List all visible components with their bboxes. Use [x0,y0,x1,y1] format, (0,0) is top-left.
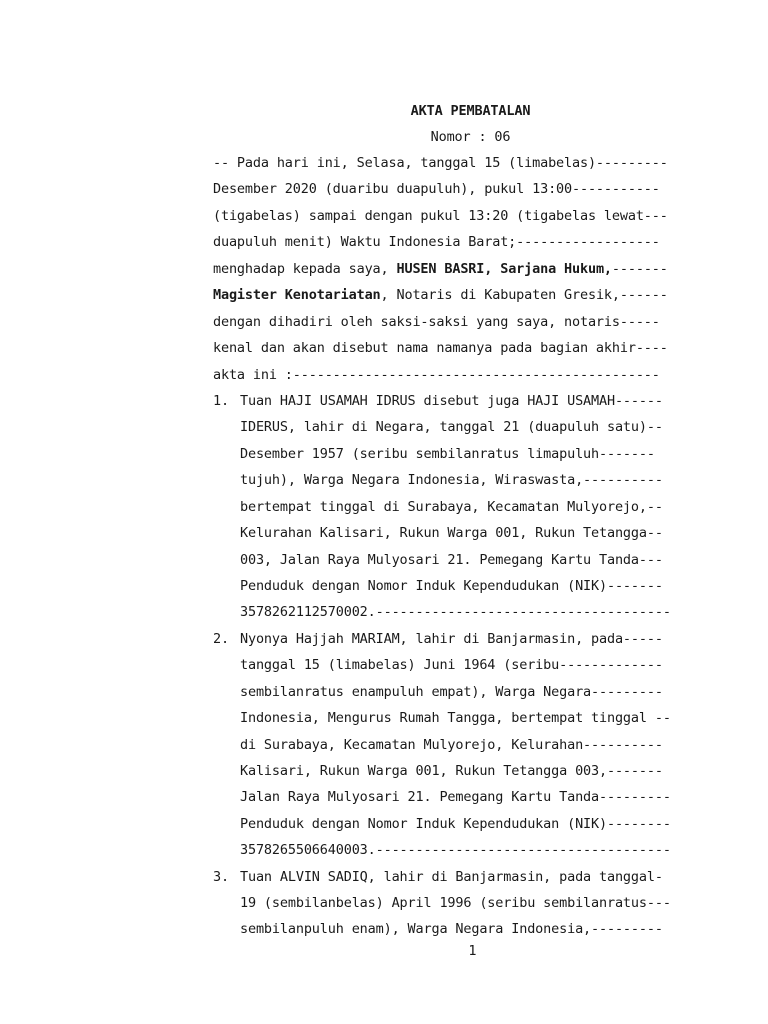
party-2-line-9: 3578265506640003.------------------------------------- [240,842,671,858]
party-1-text-1: Tuan HAJI USAMAH IDRUS disebut juga HAJI USAMAH------ [240,393,663,409]
opening-line-8: kenal dan akan disebut nama namanya pada bagian akhir---- [213,340,668,356]
party-2-line-7: Jalan Raya Mulyosari 21. Pemegang Kartu Tanda--------- [240,789,671,805]
party-1-line-1 [213,392,728,410]
opening-line-2: Desember 2020 (duaribu duapuluh), pukul 13:00----------- [213,181,660,197]
party-2-line-2: tanggal 15 (limabelas) Juni 1964 (seribu------------- [240,657,663,673]
party-2-line-5: di Surabaya, Kecamatan Mulyorejo, Kelurahan---------- [240,737,663,753]
opening-line-4: duapuluh menit) Waktu Indonesia Barat;------------------ [213,234,660,250]
party-2-line-8: Penduduk dengan Nomor Induk Kependudukan (NIK)-------- [240,816,671,832]
opening-line-6-text: , Notaris di Kabupaten Gresik,------ [380,287,668,303]
party-1-line-7: 003, Jalan Raya Mulyosari 21. Pemegang Kartu Tanda--- [240,552,663,568]
opening-line-5 [213,260,728,278]
opening-line-3: (tigabelas) sampai dengan pukul 13:20 (tigabelas lewat--- [213,208,668,224]
party-1-number: 1. [213,393,229,409]
party-1-line-4: tujuh), Warga Negara Indonesia, Wiraswasta,---------- [240,472,663,488]
party-3-line-2: 19 (sembilanbelas) April 1996 (seribu sembilanratus--- [240,895,671,911]
notary-name: HUSEN BASRI, Sarjana Hukum, [396,261,612,277]
party-2-text-1: Nyonya Hajjah MARIAM, lahir di Banjarmasin, pada----- [240,631,663,647]
deed-number: Nomor : 06 [430,129,511,145]
party-2-line-6: Kalisari, Rukun Warga 001, Rukun Tetangga 003,------- [240,763,663,779]
opening-line-7: dengan dihadiri oleh saksi-saksi yang saya, notaris----- [213,314,660,330]
opening-line-1: -- Pada hari ini, Selasa, tanggal 15 (limabelas)--------- [213,155,668,171]
party-2-line-1 [213,630,728,648]
party-3-line-1 [213,868,728,886]
page-number: 1 [468,943,477,959]
notary-degree: Magister Kenotariatan [213,287,381,303]
party-1-line-3: Desember 1957 (seribu sembilanratus limapuluh------- [240,446,655,462]
document-title: AKTA PEMBATALAN [410,103,531,119]
party-1-line-8: Penduduk dengan Nomor Induk Kependudukan (NIK)------- [240,578,663,594]
party-3-line-3: sembilanpuluh enam), Warga Negara Indonesia,--------- [240,921,663,937]
opening-line-9: akta ini :---------------------------------------------- [213,367,660,383]
party-1-line-6: Kelurahan Kalisari, Rukun Warga 001, Rukun Tetangga-- [240,525,663,541]
party-1-line-5: bertempat tinggal di Surabaya, Kecamatan Mulyorejo,-- [240,499,663,515]
party-3-text-1: Tuan ALVIN SADIQ, lahir di Banjarmasin, pada tanggal- [240,869,663,885]
opening-line-6 [213,286,728,304]
party-2-line-4: Indonesia, Mengurus Rumah Tangga, bertempat tinggal -- [240,710,671,726]
party-1-line-9: 3578262112570002.------------------------------------- [240,604,671,620]
party-2-number: 2. [213,631,229,647]
opening-line-5-text: menghadap kepada saya, [213,261,397,277]
party-1-line-2: IDERUS, lahir di Negara, tanggal 21 (duapuluh satu)-- [240,419,663,435]
opening-line-5-fill: ------- [611,261,668,277]
party-2-line-3: sembilanratus enampuluh empat), Warga Negara--------- [240,684,663,700]
party-3-number: 3. [213,869,229,885]
